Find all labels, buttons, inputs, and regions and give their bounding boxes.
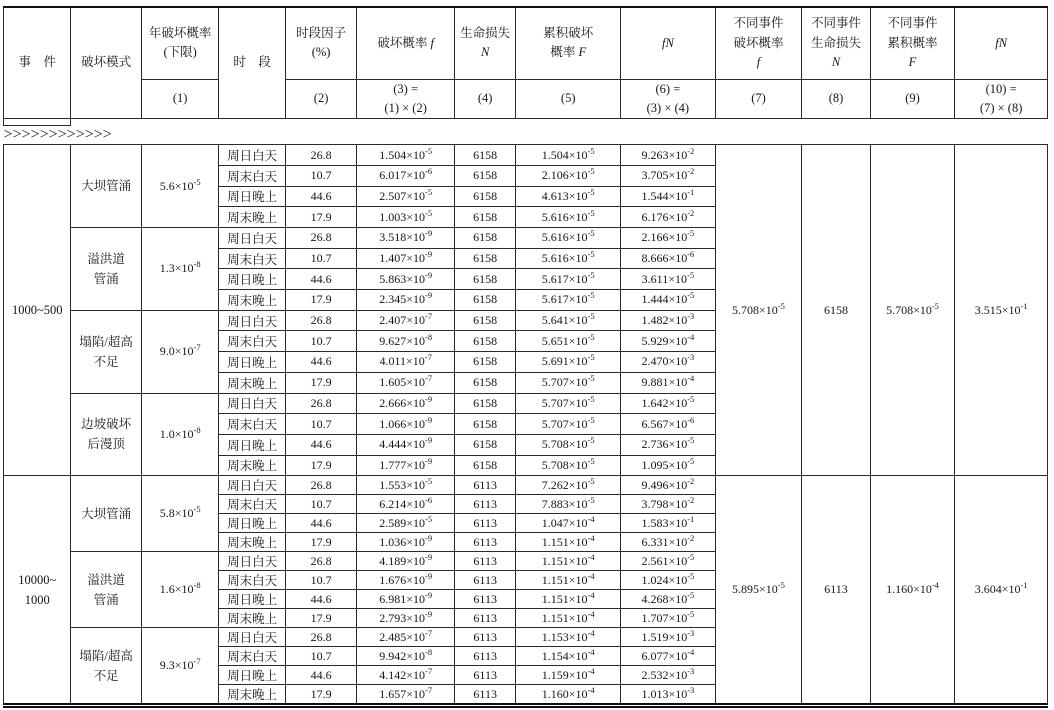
failure-mode-cell: 塌陷/超高 不足 [71,310,141,393]
failure-prob-cell: $3.518\times 10^{-9}$ [357,228,455,249]
cumulative-prob-cell: $5.617\times 10^{-5}$ [516,290,621,311]
failure-prob-cell: $1.605\times 10^{-7}$ [357,372,455,393]
period-factor-cell: 44.6 [285,666,356,685]
failure-prob-cell: $6.214\times 10^{-6}$ [357,495,455,514]
annual-prob-cell: $1.3\times 10^{-8}$ [141,228,219,311]
life-loss-cell: 6158 [454,290,515,311]
fn-cell: $1.544\times 10^{-1}$ [621,186,716,207]
period-cell: 周日晚上 [219,352,285,373]
period-factor-cell: 26.8 [285,145,356,166]
period-cell: 周日晚上 [219,186,285,207]
cumulative-prob-cell: $5.651\times 10^{-5}$ [516,331,621,352]
failure-mode-cell: 边坡破坏 后漫顶 [71,393,141,476]
header-index-cell: (1) [141,79,219,119]
life-loss-cell: 6158 [454,145,515,166]
cumulative-prob-cell: $1.153\times 10^{-4}$ [516,628,621,647]
period-factor-cell: 10.7 [285,414,356,435]
cumulative-prob-cell: $1.151\times 10^{-4}$ [516,552,621,571]
cumulative-prob-cell: $5.617\times 10^{-5}$ [516,269,621,290]
life-loss-cell: 6158 [454,165,515,186]
period-factor-cell: 10.7 [285,647,356,666]
period-factor-cell: 26.8 [285,476,356,495]
header-cell: 累积破坏 概率 F [516,7,621,79]
cumulative-prob-cell: $5.691\times 10^{-5}$ [516,352,621,373]
failure-prob-cell: $4.189\times 10^{-9}$ [357,552,455,571]
header-row [4,7,1048,79]
cumulative-prob-cell: $1.159\times 10^{-4}$ [516,666,621,685]
fn-cell: $2.532\times 10^{-3}$ [621,666,716,685]
fn-cell: $3.798\times 10^{-2}$ [621,495,716,514]
life-loss-cell: 6113 [454,685,515,706]
failure-prob-cell: $6.981\times 10^{-9}$ [357,590,455,609]
period-cell: 周日白天 [219,393,285,414]
cumulative-prob-cell: $5.707\times 10^{-5}$ [516,414,621,435]
period-factor-cell: 10.7 [285,248,356,269]
period-factor-cell: 17.9 [285,685,356,706]
fn-cell: $1.583\times 10^{-1}$ [621,514,716,533]
event-group-10000-1000 [4,476,1048,706]
life-loss-cell: 6113 [454,628,515,647]
failure-prob-cell: $1.676\times 10^{-9}$ [357,571,455,590]
failure-prob-cell: $4.142\times 10^{-7}$ [357,666,455,685]
event-cell: 10000~ 1000 [4,476,71,706]
header-cell: 事 件 [4,7,71,119]
life-loss-cell: 6158 [454,352,515,373]
cumulative-prob-cell: $1.154\times 10^{-4}$ [516,647,621,666]
life-loss-cell: 6158 [454,414,515,435]
cumulative-prob-cell: $7.883\times 10^{-5}$ [516,495,621,514]
period-cell: 周日白天 [219,628,285,647]
event-cumulative-prob-cell: $1.160\times 10^{-4}$ [870,476,955,706]
period-factor-cell: 44.6 [285,434,356,455]
header-separator-row [4,119,1048,126]
period-cell: 周日白天 [219,310,285,331]
fn-cell: $6.176\times 10^{-2}$ [621,207,716,228]
fn-cell: $1.519\times 10^{-3}$ [621,628,716,647]
table-row [4,145,1048,166]
annual-prob-cell: $9.3\times 10^{-7}$ [141,628,219,706]
event-cumulative-prob-cell: $5.708\times 10^{-5}$ [870,145,955,476]
failure-prob-cell: $1.036\times 10^{-9}$ [357,533,455,552]
period-factor-cell: 17.9 [285,207,356,228]
cumulative-prob-cell: $1.160\times 10^{-4}$ [516,685,621,706]
risk-table [3,6,1048,708]
life-loss-cell: 6113 [454,533,515,552]
failure-prob-cell: $4.444\times 10^{-9}$ [357,434,455,455]
period-factor-cell: 10.7 [285,495,356,514]
fn-cell: $1.024\times 10^{-5}$ [621,571,716,590]
failure-prob-cell: $2.485\times 10^{-7}$ [357,628,455,647]
fn-cell: $9.496\times 10^{-2}$ [621,476,716,495]
fn-cell: $5.929\times 10^{-4}$ [621,331,716,352]
fn-cell: $9.881\times 10^{-4}$ [621,372,716,393]
cumulative-prob-cell: $1.151\times 10^{-4}$ [516,590,621,609]
cumulative-prob-cell: $5.707\times 10^{-5}$ [516,393,621,414]
header-cell: fN [621,7,716,79]
fn-cell: $6.331\times 10^{-2}$ [621,533,716,552]
cumulative-prob-cell: $5.708\times 10^{-5}$ [516,434,621,455]
fn-cell: $1.642\times 10^{-5}$ [621,393,716,414]
failure-prob-cell: $2.589\times 10^{-5}$ [357,514,455,533]
period-factor-cell: 26.8 [285,310,356,331]
period-factor-cell: 17.9 [285,533,356,552]
failure-mode-cell: 溢洪道 管涌 [71,552,141,628]
period-factor-cell: 10.7 [285,165,356,186]
fn-cell: $6.567\times 10^{-6}$ [621,414,716,435]
failure-prob-cell: $1.003\times 10^{-5}$ [357,207,455,228]
failure-prob-cell: $6.017\times 10^{-6}$ [357,165,455,186]
failure-prob-cell: $1.777\times 10^{-9}$ [357,455,455,476]
period-cell: 周末晚上 [219,609,285,628]
period-cell: 周末晚上 [219,685,285,706]
event-life-loss-cell: 6113 [802,476,870,706]
event-group-1000-500 [4,145,1048,476]
annual-prob-cell: $9.0\times 10^{-7}$ [141,310,219,393]
fn-cell: $1.444\times 10^{-5}$ [621,290,716,311]
header-cell: 不同事件 破坏概率 f [715,7,802,79]
period-factor-cell: 17.9 [285,372,356,393]
life-loss-cell: 6158 [454,372,515,393]
failure-prob-cell: $9.627\times 10^{-8}$ [357,331,455,352]
fn-cell: $1.095\times 10^{-5}$ [621,455,716,476]
life-loss-cell: 6158 [454,310,515,331]
cumulative-prob-cell: $5.616\times 10^{-5}$ [516,248,621,269]
failure-prob-cell: $1.553\times 10^{-5}$ [357,476,455,495]
period-cell: 周末白天 [219,571,285,590]
life-loss-cell: 6158 [454,434,515,455]
life-loss-cell: 6158 [454,455,515,476]
cumulative-prob-cell: $5.641\times 10^{-5}$ [516,310,621,331]
failure-prob-cell: $1.657\times 10^{-7}$ [357,685,455,706]
fn-cell: $3.705\times 10^{-2}$ [621,165,716,186]
period-factor-cell: 10.7 [285,571,356,590]
period-cell: 周末白天 [219,331,285,352]
header-cell: fN [955,7,1048,79]
life-loss-cell: 6113 [454,666,515,685]
period-factor-cell: 44.6 [285,514,356,533]
period-cell: 周末晚上 [219,455,285,476]
header-cell: 不同事件 生命损失 N [802,7,870,79]
period-cell: 周末白天 [219,495,285,514]
period-cell: 周末晚上 [219,533,285,552]
period-cell: 周末晚上 [219,290,285,311]
header-cell: 破坏概率 f [357,7,455,79]
fn-cell: $1.013\times 10^{-3}$ [621,685,716,706]
cumulative-prob-cell: $1.047\times 10^{-4}$ [516,514,621,533]
cumulative-prob-cell: $5.616\times 10^{-5}$ [516,207,621,228]
period-cell: 周末白天 [219,165,285,186]
period-cell: 周日晚上 [219,434,285,455]
fn-cell: $2.561\times 10^{-5}$ [621,552,716,571]
period-factor-cell: 44.6 [285,269,356,290]
life-loss-cell: 6158 [454,331,515,352]
table-header [4,7,1048,119]
header-gap: >>>>>>>>>>>> [4,119,1048,145]
life-loss-cell: 6113 [454,514,515,533]
failure-prob-cell: $4.011\times 10^{-7}$ [357,352,455,373]
event-life-loss-cell: 6158 [802,145,870,476]
period-factor-cell: 26.8 [285,628,356,647]
life-loss-cell: 6158 [454,248,515,269]
cumulative-prob-cell: $1.151\times 10^{-4}$ [516,609,621,628]
life-loss-cell: 6158 [454,186,515,207]
header-index-cell: (9) [870,79,955,119]
period-cell: 周末白天 [219,414,285,435]
failure-prob-cell: $2.666\times 10^{-9}$ [357,393,455,414]
failure-mode-cell: 溢洪道 管涌 [71,228,141,311]
fn-cell: $8.666\times 10^{-6}$ [621,248,716,269]
cumulative-prob-cell: $5.708\times 10^{-5}$ [516,455,621,476]
period-cell: 周日白天 [219,228,285,249]
failure-mode-cell: 大坝管涌 [71,476,141,552]
period-cell: 周日晚上 [219,590,285,609]
period-factor-cell: 17.9 [285,609,356,628]
cumulative-prob-cell: $5.616\times 10^{-5}$ [516,228,621,249]
event-cell: 1000~500 [4,145,71,476]
header-index-cell: (5) [516,79,621,119]
header-index-row [4,79,1048,119]
fn-cell: $2.736\times 10^{-5}$ [621,434,716,455]
life-loss-cell: 6158 [454,228,515,249]
fn-cell: $2.166\times 10^{-5}$ [621,228,716,249]
cumulative-prob-cell: $1.151\times 10^{-4}$ [516,533,621,552]
header-index-cell: (3) = (1) × (2) [357,79,455,119]
failure-mode-cell: 大坝管涌 [71,145,141,228]
life-loss-cell: 6113 [454,647,515,666]
fn-cell: $6.077\times 10^{-4}$ [621,647,716,666]
annual-prob-cell: $5.6\times 10^{-5}$ [141,145,219,228]
failure-prob-cell: $2.507\times 10^{-5}$ [357,186,455,207]
header-cell: 生命损失 N [454,7,515,79]
fn-cell: $3.611\times 10^{-5}$ [621,269,716,290]
period-factor-cell: 44.6 [285,352,356,373]
period-cell: 周日白天 [219,145,285,166]
fn-cell: $1.707\times 10^{-5}$ [621,609,716,628]
header-index-cell: (6) = (3) × (4) [621,79,716,119]
failure-prob-cell: $2.793\times 10^{-9}$ [357,609,455,628]
fn-cell: $2.470\times 10^{-3}$ [621,352,716,373]
header-cell: 不同事件 累积概率 F [870,7,955,79]
failure-prob-cell: $1.504\times 10^{-5}$ [357,145,455,166]
header-index-cell: (4) [454,79,515,119]
life-loss-cell: 6113 [454,552,515,571]
period-factor-cell: 17.9 [285,455,356,476]
fn-cell: $1.482\times 10^{-3}$ [621,310,716,331]
period-factor-cell: 26.8 [285,228,356,249]
separator-cell [4,119,71,126]
cumulative-prob-cell: $1.151\times 10^{-4}$ [516,571,621,590]
header-cell: 时 段 [219,7,285,119]
header-index-cell: (7) [715,79,802,119]
event-failure-prob-cell: $5.895\times 10^{-5}$ [715,476,802,706]
annual-prob-cell: $1.0\times 10^{-8}$ [141,393,219,476]
period-cell: 周末白天 [219,248,285,269]
cumulative-prob-cell: $1.504\times 10^{-5}$ [516,145,621,166]
life-loss-cell: 6158 [454,269,515,290]
header-index-cell: (2) [285,79,356,119]
annual-prob-cell: $5.8\times 10^{-5}$ [141,476,219,552]
period-factor-cell: 26.8 [285,552,356,571]
period-cell: 周末晚上 [219,372,285,393]
cumulative-prob-cell: $2.106\times 10^{-5}$ [516,165,621,186]
fn-cell: $9.263\times 10^{-2}$ [621,145,716,166]
life-loss-cell: 6113 [454,609,515,628]
failure-prob-cell: $1.066\times 10^{-9}$ [357,414,455,435]
failure-prob-cell: $2.407\times 10^{-7}$ [357,310,455,331]
period-factor-cell: 44.6 [285,590,356,609]
header-cell: 破坏模式 [71,7,141,119]
failure-prob-cell: $5.863\times 10^{-9}$ [357,269,455,290]
period-factor-cell: 10.7 [285,331,356,352]
event-fn-cell: $3.604\times 10^{-1}$ [955,476,1048,706]
failure-prob-cell: $2.345\times 10^{-9}$ [357,290,455,311]
table-row [4,476,1048,495]
period-factor-cell: 26.8 [285,393,356,414]
life-loss-cell: 6158 [454,207,515,228]
failure-prob-cell: $9.942\times 10^{-8}$ [357,647,455,666]
failure-prob-cell: $1.407\times 10^{-9}$ [357,248,455,269]
period-factor-cell: 44.6 [285,186,356,207]
fn-cell: $4.268\times 10^{-5}$ [621,590,716,609]
life-loss-cell: 6113 [454,571,515,590]
header-cell: 年破坏概率 (下限) [141,7,219,79]
life-loss-cell: 6113 [454,590,515,609]
cumulative-prob-cell: $7.262\times 10^{-5}$ [516,476,621,495]
header-index-cell: (10) = (7) × (8) [955,79,1048,119]
event-fn-cell: $3.515\times 10^{-1}$ [955,145,1048,476]
life-loss-cell: 6113 [454,495,515,514]
cumulative-prob-cell: $5.707\times 10^{-5}$ [516,372,621,393]
period-cell: 周日晚上 [219,666,285,685]
cumulative-prob-cell: $4.613\times 10^{-5}$ [516,186,621,207]
period-cell: 周日白天 [219,552,285,571]
period-cell: 周日白天 [219,476,285,495]
period-factor-cell: 17.9 [285,290,356,311]
failure-mode-cell: 塌陷/超高 不足 [71,628,141,706]
period-cell: 周末白天 [219,647,285,666]
period-cell: 周日晚上 [219,269,285,290]
period-cell: 周末晚上 [219,207,285,228]
life-loss-cell: 6113 [454,476,515,495]
period-cell: 周日晚上 [219,514,285,533]
annual-prob-cell: $1.6\times 10^{-8}$ [141,552,219,628]
header-index-cell: (8) [802,79,870,119]
event-failure-prob-cell: $5.708\times 10^{-5}$ [715,145,802,476]
header-cell: 时段因子 (%) [285,7,356,79]
life-loss-cell: 6158 [454,393,515,414]
